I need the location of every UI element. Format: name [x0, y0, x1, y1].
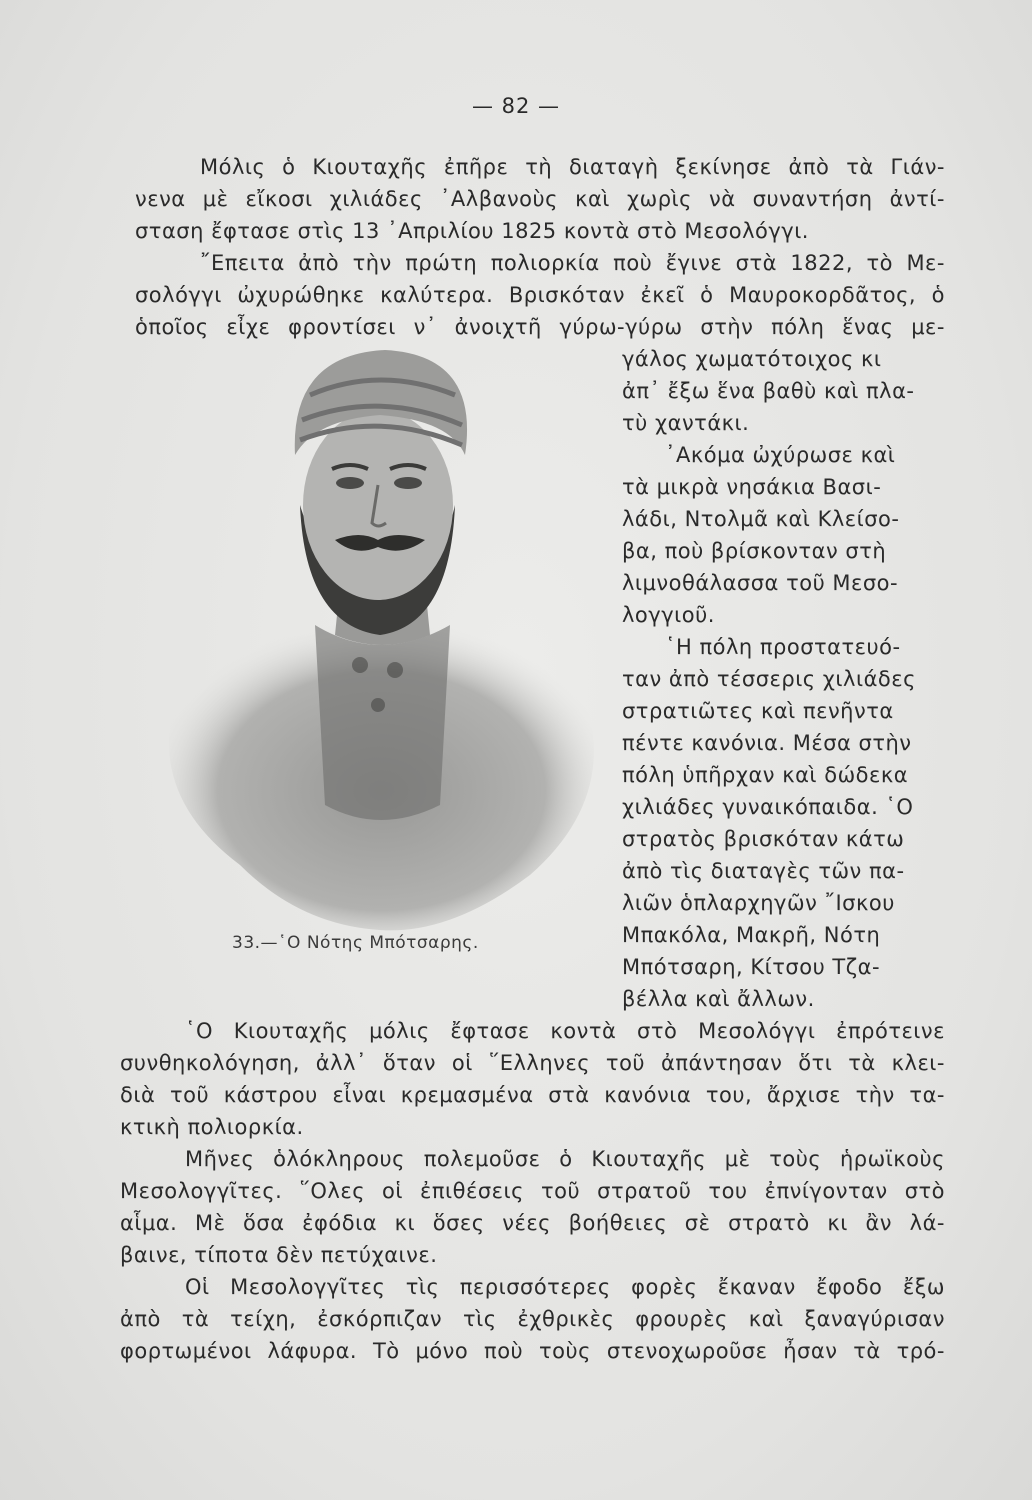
paragraph-line: ῾Η πόλη προστατευό- — [665, 635, 901, 659]
paragraph-line: Μῆνες ὁλόκληρους πολεμοῦσε ὁ Κιουταχῆς μὲ τοὺς ἡρωϊκοὺς — [185, 1147, 945, 1171]
paragraph-line: λιμνοθάλασσα τοῦ Μεσο- — [622, 571, 899, 595]
paragraph-line: λογγιοῦ. — [622, 603, 715, 627]
paragraph-line: συνθηκολόγηση, ἀλλ᾿ ὅταν οἱ ῞Ελληνες τοῦ ἀπάντησαν ὅτι τὰ κλει- — [120, 1051, 945, 1075]
paragraph-line: λιῶν ὁπλαρχηγῶν ῎Ισκου — [622, 891, 895, 915]
paragraph-line: Μόλις ὁ Κιουταχῆς ἐπῆρε τὴ διαταγὴ ξεκίνησε ἀπὸ τὰ Γιάν- — [200, 155, 945, 179]
paragraph-line: ἀπὸ τὰ τείχη, ἐσκόρπιζαν τὶς ἐχθρικὲς φρουρὲς καὶ ξαναγύρισαν — [120, 1307, 945, 1331]
paragraph-line: ἀπ᾿ ἔξω ἕνα βαθὺ καὶ πλα- — [622, 379, 915, 403]
paragraph-line: γάλος χωματότοιχος κι — [622, 347, 882, 371]
paragraph-line: πέντε κανόνια. Μέσα στὴν — [622, 731, 912, 755]
paragraph-line: χιλιάδες γυναικόπαιδα. ῾Ο — [622, 795, 914, 819]
paragraph-line: διὰ τοῦ κάστρου εἶναι κρεμασμένα στὰ κανόνια του, ἄρχισε τὴν τα- — [120, 1083, 945, 1107]
paragraph-line: Μπακόλα, Μακρῆ, Νότη — [622, 923, 881, 947]
paragraph-line: τὺ χαντάκι. — [622, 411, 750, 435]
paragraph-line: Μεσολογγῖτες. ῞Ολες οἱ ἐπιθέσεις τοῦ στρατοῦ του ἐπνίγονταν στὸ — [120, 1179, 945, 1203]
figure-caption: 33.—῾Ο Νότης Μπότσαρης. — [232, 933, 479, 953]
paragraph-line: ἀπὸ τὶς διαταγὲς τῶν πα- — [622, 859, 905, 883]
paragraph-line: σταση ἔφτασε στὶς 13 ᾿Απριλίου 1825 κοντὰ στὸ Μεσολόγγι. — [135, 219, 809, 243]
paragraph-line: τὰ μικρὰ νησάκια Βασι- — [622, 475, 882, 499]
paragraph-line: λάδι, Ντολμᾶ καὶ Κλείσο- — [622, 507, 900, 531]
paragraph-line: αἷμα. Μὲ ὅσα ἐφόδια κι ὅσες νέες βοήθειες σὲ στρατὸ κι ἂν λά- — [120, 1211, 945, 1235]
paragraph-line: βα, ποὺ βρίσκονταν στὴ — [622, 539, 887, 563]
paragraph-line: Μπότσαρη, Κίτσου Τζα- — [622, 955, 881, 979]
paragraph-line: βαινε, τίποτα δὲν πετύχαινε. — [120, 1243, 438, 1267]
paragraph-line: φορτωμένοι λάφυρα. Τὸ μόνο ποὺ τοὺς στενοχωροῦσε ἦσαν τὰ τρό- — [120, 1339, 945, 1363]
paragraph-line: ᾿Ακόμα ὠχύρωσε καὶ — [665, 443, 896, 467]
paragraph-line: ῎Επειτα ἀπὸ τὴν πρώτη πολιορκία ποὺ ἔγινε στὰ 1822, τὸ Με- — [200, 251, 945, 275]
page-number: — 82 — — [471, 94, 561, 118]
paragraph-line: κτικὴ πολιορκία. — [120, 1115, 304, 1139]
paragraph-line: βέλλα καὶ ἄλλων. — [622, 987, 815, 1011]
paragraph-line: Οἱ Μεσολογγῖτες τὶς περισσότερες φορὲς ἔκαναν ἔφοδο ἔξω — [185, 1275, 945, 1299]
paragraph-line: πόλη ὑπῆρχαν καὶ δώδεκα — [622, 763, 909, 787]
portrait-illustration — [150, 335, 615, 935]
paragraph-line: στρατιῶτες καὶ πενῆντα — [622, 699, 894, 723]
paragraph-line: στρατὸς βρισκόταν κάτω — [622, 827, 905, 851]
paragraph-line: ὁποῖος εἶχε φροντίσει ν᾿ ἀνοιχτῆ γύρω-γύρω στὴν πόλη ἕνας με- — [135, 315, 945, 339]
paragraph-line: νενα μὲ εἴκοσι χιλιάδες ᾿Αλβανοὺς καὶ χωρὶς νὰ συναντήση ἀντί- — [135, 187, 945, 211]
paragraph-line: ῾Ο Κιουταχῆς μόλις ἔφτασε κοντὰ στὸ Μεσολόγγι ἐπρότεινε — [185, 1019, 945, 1043]
paragraph-line: ταν ἀπὸ τέσσερις χιλιάδες — [622, 667, 916, 691]
paragraph-line: σολόγγι ὠχυρώθηκε καλύτερα. Βρισκόταν ἐκεῖ ὁ Μαυροκορδᾶτος, ὁ — [135, 283, 945, 307]
